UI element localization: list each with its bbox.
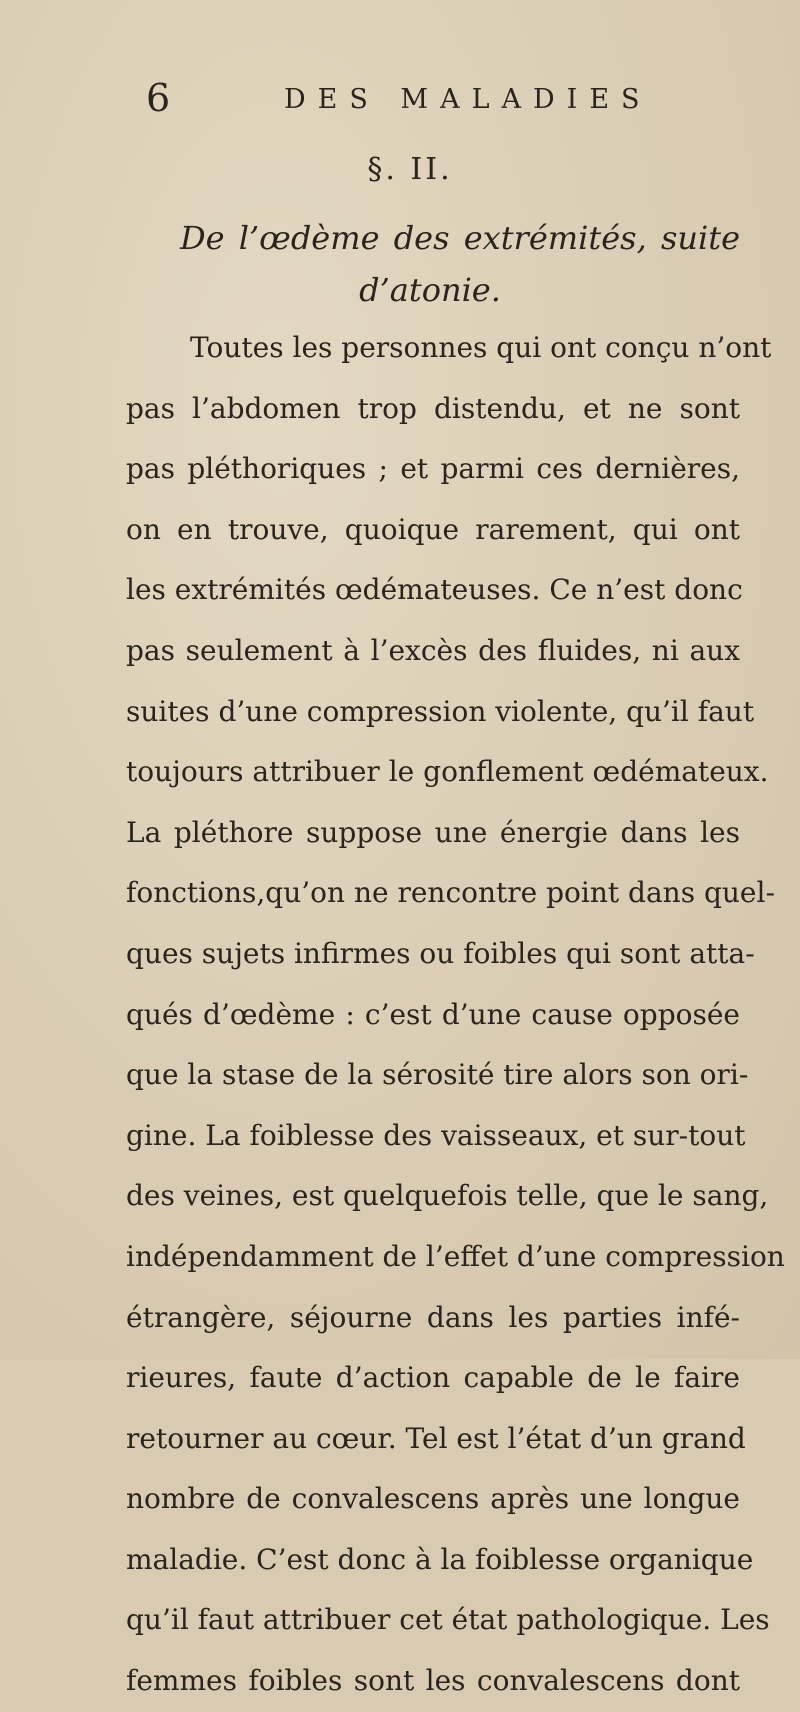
text-line: femmes foibles sont les convalescens dont (126, 1664, 740, 1698)
text-line: pas seulement à l’excès des fluides, ni aux (126, 633, 740, 667)
text-line: que la stase de la sérosité tire alors son ori- (126, 1058, 749, 1092)
text-line: maladie. C’est donc à la foiblesse organique (126, 1542, 754, 1576)
text-line: Toutes les personnes qui ont conçu n’ont (190, 331, 772, 364)
section-title (180, 212, 740, 316)
text-line: pas l’abdomen trop distendu, et ne sont (126, 391, 740, 425)
text-line: pas pléthoriques ; et parmi ces dernières, (126, 452, 740, 486)
page-header (146, 76, 666, 120)
page-number: 6 (146, 76, 171, 120)
text-line: La pléthore suppose une énergie dans les (126, 815, 740, 849)
text-line: fonctions,qu’on ne rencontre point dans quel- (126, 876, 775, 910)
body-paragraph (126, 318, 785, 1712)
text-line: ques sujets infirmes ou foibles qui sont atta- (126, 936, 755, 970)
text-line: on en trouve, quoique rarement, qui ont (126, 512, 740, 546)
text-line: retourner au cœur. Tel est l’état d’un grand (126, 1421, 746, 1455)
text-line: qu’il faut attribuer cet état pathologique. Les (126, 1603, 770, 1637)
text-line: rieures, faute d’action capable de le faire (126, 1361, 740, 1395)
text-line: qués d’œdème : c’est d’une cause opposée (126, 997, 740, 1031)
text-line: étrangère, séjourne dans les parties infé- (126, 1300, 740, 1334)
text-line: indépendamment de l’effet d’une compression (126, 1239, 785, 1273)
section-number: §. II. (367, 152, 453, 187)
text-line: gine. La foiblesse des vaisseaux, et sur-tout (126, 1118, 746, 1152)
text-line: toujours attribuer le gonflement œdémateux. (126, 755, 769, 789)
running-title: DES MALADIES (284, 84, 652, 115)
section-title-line: De l’œdème des extrémités, suite (180, 219, 740, 257)
text-line: des veines, est quelquefois telle, que le sang, (126, 1179, 769, 1213)
text-line: les extrémités œdémateuses. Ce n’est donc (126, 573, 743, 607)
section-title-line: d’atonie. (359, 271, 501, 309)
text-line: nombre de convalescens après une longue (126, 1482, 740, 1516)
text-line: suites d’une compression violente, qu’il faut (126, 694, 755, 728)
